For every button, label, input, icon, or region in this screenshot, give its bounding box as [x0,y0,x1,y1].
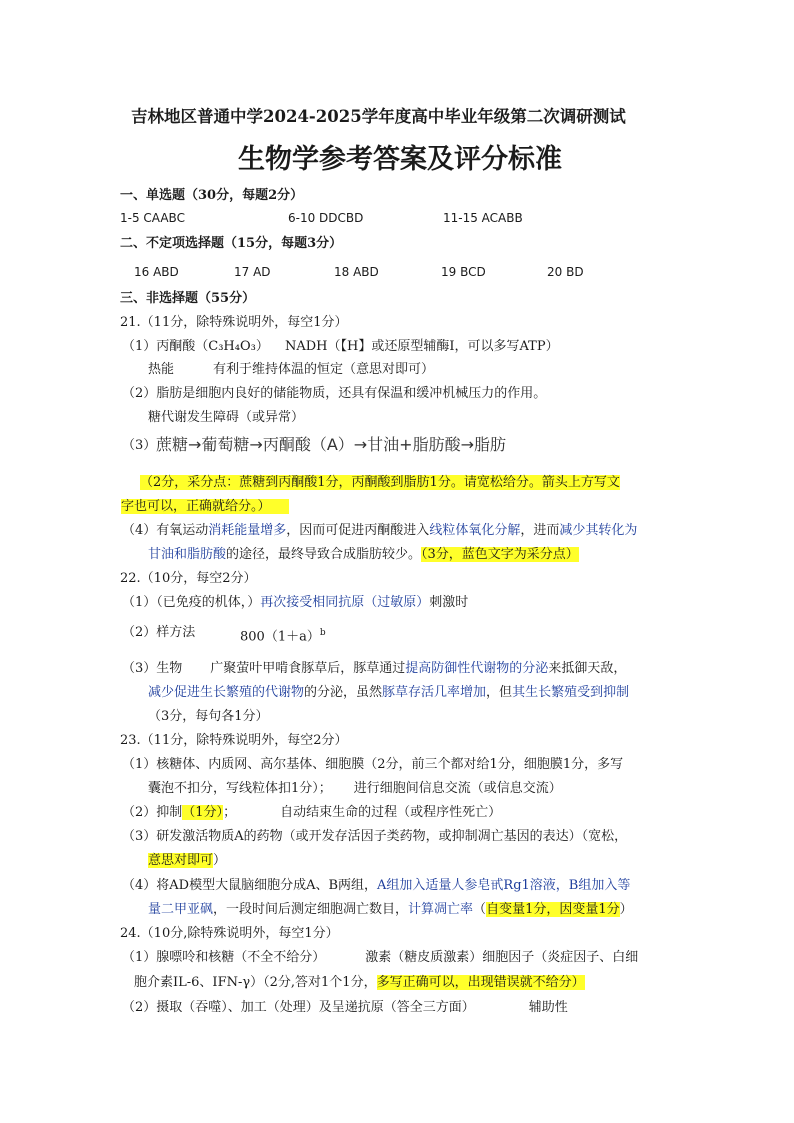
q21-part4-text: ，进而 [520,523,560,538]
q21-key-point: 甘油和脂肪酸 [148,547,227,562]
section-2-heading: 二、不定项选择题（15分，每题3分） [120,236,343,251]
q21-part3-note-2 [121,497,289,517]
q23-part1-text: 囊泡不扣分，写线粒体扣1分）； [148,781,332,796]
q22-part3-line2 [148,683,629,703]
q23-part4-highlight: 自变量1分，因变量1分 [486,902,620,917]
page-title: 吉林地区普通中学2024-2025学年度高中毕业年级第二次调研测试 [131,107,626,126]
q22-part1-text: （1）（已免疫的机体，） [122,595,261,610]
q21-key-point: 消耗能量增多 [208,523,287,538]
answer-19: 19 BCD [441,265,486,279]
q22-key-point: 其生长繁殖受到抑制 [512,685,630,700]
answer-group-6-10: 6-10 DDCBD [288,211,364,225]
page-subtitle: 生物学参考答案及评分标准 [238,144,562,175]
q21-part4-line1 [122,521,637,541]
q22-formula-exponent: b [319,628,326,638]
answer-20: 20 BD [547,265,584,279]
q22-key-point: 豚草存活几率增加 [382,685,487,700]
q21-part3-note-1 [140,473,620,493]
q24-part1-line1 [122,948,638,968]
answer-17: 17 AD [234,265,271,279]
q21-header: 21.（11分，除特殊说明外，每空1分） [120,315,348,330]
q24-part1-text: （1）腺嘌呤和核糖（不全不给分） [122,950,326,965]
q23-part1-text: 进行细胞间信息交流（或信息交流） [353,781,562,796]
q23-part2-text: 自动结束生命的过程（或程序性死亡） [280,805,502,820]
q21-part1-answer-d: 有利于维持体温的恒定（意思对即可） [213,362,435,377]
q23-part2-score-highlight: （1分） [182,805,224,820]
q23-key-point: A组加入适量人参皂甙Rg1溶液，B组加入等 [377,878,631,893]
q24-part2-text: 辅助性 [528,1000,568,1015]
q23-part3-text: ） [213,853,227,868]
q21-part4-line2 [148,545,579,565]
q23-part4-line2 [148,900,633,920]
q23-part1-line1: （1）核糖体、内质网、高尔基体、细胞膜（2分，前三个都对给1分，细胞膜1分，多写 [122,757,624,772]
q23-part3-highlight: 意思对即可 [148,853,214,868]
section-3-heading: 三、非选择题（55分） [120,291,256,306]
q22-part1-text: 刺激时 [429,595,469,610]
q21-key-point: 减少其转化为 [559,523,638,538]
q22-part2-a: （2）样方法 [122,625,196,640]
q24-part2-text: （2）摄取（吞噬）、加工（处理）及呈递抗原（答全三方面） [122,1000,475,1015]
q22-part3-line1 [122,659,626,679]
q22-part3-text: 广聚萤叶甲啃食豚草后，豚草通过 [210,661,406,676]
q21-part1-answer-c: 热能 [148,362,175,377]
q22-part3-text: （3）生物 [122,661,183,676]
q22-part1 [122,593,468,613]
q21-pathway: 蔗糖→葡萄糖→丙酮酸（A）→甘油+脂肪酸→脂肪 [156,435,506,454]
q24-header: 24.（10分,除特殊说明外，每空1分） [120,926,339,941]
q22-part3-note: （3分，每句各1分） [148,709,269,724]
q23-part2-text: （2）抑制 [122,805,183,820]
q23-part1-line2 [148,779,562,799]
q23-part4-text: ，一段时间后测定细胞凋亡数目， [213,902,409,917]
q21-part4-text: （4）有氧运动 [122,523,209,538]
q22-key-point: 提高防御性代谢物的分泌 [405,661,549,676]
q22-part2-b [240,623,326,647]
q23-part4-line1 [122,876,630,896]
q21-part3-label: （3） [122,438,157,453]
q21-part1-answer-a: （1）丙酮酸（C₃H₄O₃） [122,339,269,354]
answer-16: 16 ABD [134,265,179,279]
q22-key-point: 再次接受相同抗原（过敏原） [260,595,430,610]
q24-part1-line2 [134,973,585,993]
answer-group-1-5: 1-5 CAABC [120,211,185,225]
q23-header: 23.（11分，除特殊说明外，每空2分） [120,733,348,748]
q22-key-point: 减少促进生长繁殖的代谢物 [148,685,305,700]
q24-part1-text: 胞介素IL-6、IFN-γ）（2分,答对1个1分， [134,975,377,990]
answer-group-11-15: 11-15 ACABB [443,211,523,225]
q23-part3-line1: （3）研发激活物质A的药物（或开发存活因子类药物，或抑制凋亡基因的表达）（宽松， [122,829,628,844]
q23-part4-text: ） [619,902,633,917]
q24-part2 [122,998,568,1018]
q23-key-point: 量二甲亚砜 [148,902,214,917]
q21-part2-line1: （2）脂肪是细胞内良好的储能物质，还具有保温和缓冲机械压力的作用。 [122,386,547,401]
q22-formula: 800（1＋a） [240,629,320,645]
answer-18: 18 ABD [334,265,379,279]
q22-part3-text: 的分泌，虽然 [304,685,383,700]
q21-part4-text: 的途径，最终导致合成脂肪较少。 [226,547,422,562]
q24-part1-highlight: 多写正确可以，出现错误就不给分） [376,975,585,990]
q23-part2-text: ； [223,805,237,820]
q23-part3-line2 [148,851,226,871]
q21-part4-text: ，因而可促进丙酮酸进入 [286,523,430,538]
section-1-heading: 一、单选题（30分，每题2分） [120,188,304,203]
q22-header: 22.（10分，每空2分） [120,571,257,586]
q22-part3-text: ，但 [486,685,513,700]
q23-part2 [122,803,501,823]
q21-key-point: 线粒体氧化分解 [429,523,521,538]
q22-part3-text: 来抵御天敌， [548,661,627,676]
q21-part2-line2: 糖代谢发生障碍（或异常） [148,410,305,425]
q21-scoring-note-highlight-2: 字也可以，正确就给分。） [121,499,289,514]
q23-part4-text: （4）将AD模型大鼠脑细胞分成A、B两组， [122,878,378,893]
q21-scoring-note-highlight: （2分，采分点：蔗糖到丙酮酸1分，丙酮酸到脂肪1分。请宽松给分。箭头上方写文 [140,475,620,490]
q23-key-point: 计算凋亡率 [408,902,474,917]
q21-part4-note-highlight: （3分，蓝色文字为采分点） [421,547,579,562]
q23-part4-text: （ [473,902,487,917]
q24-part1-text: 激素（糖皮质激素）细胞因子（炎症因子、白细 [365,950,639,965]
q21-part1-answer-b: NADH（【H】或还原型辅酶Ⅰ，可以多写ATP） [285,339,559,354]
